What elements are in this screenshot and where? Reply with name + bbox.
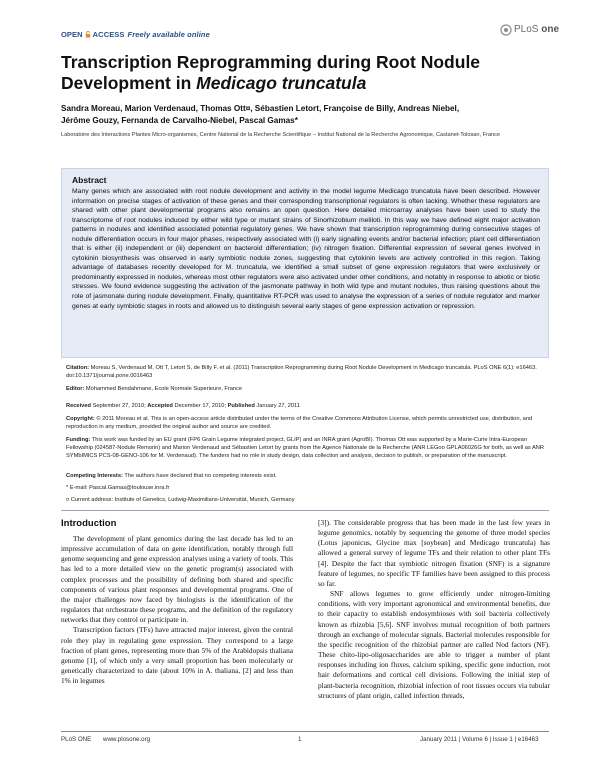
left-column	[61, 534, 293, 686]
open-access-banner	[61, 30, 210, 39]
received-label: Received	[66, 403, 91, 409]
footer-page-number: 1	[298, 736, 302, 743]
article-title	[61, 52, 541, 94]
editor	[66, 385, 550, 393]
right-column	[318, 518, 550, 701]
access-label: ACCESS	[92, 30, 125, 39]
introduction-heading: Introduction	[61, 518, 117, 529]
affiliation: Laboratoire des Interactions Plantes Micro-organismes, Centre National de la Recherche Scientifique – Institut National de la Recherche Agronomique, Castanet-Tolosan, France	[61, 132, 501, 138]
funding-text: This work was funded by an EU grant (FP6 Grain Legume integrated project, GLIP) and an INRA grant (AgroBI). Thomas Ott was supported by a Marie-Curie Intra-European Fellowship (024587-Nodule Remorin) and Marion Verdenaud and Sébastien Letort by grants from the Agence Nationale de la Recherche (ANR LEGoo GPLA06026G for both, as well as ANR SYMbIMICS PCS-08-GENO-106 for M. Verdenaud). The funders had no role in study design, data collection and analysis, decision to publish, or preparation of the manuscript.	[66, 437, 545, 459]
footer-url[interactable]: www.plosone.org	[103, 736, 151, 743]
divider	[61, 510, 549, 511]
funding-label: Funding:	[66, 437, 91, 443]
author-list	[61, 103, 551, 127]
competing-text: The authors have declared that no competing interests exist.	[124, 473, 277, 479]
competing-interests	[66, 472, 550, 480]
title-species: Medicago truncatula	[196, 73, 367, 93]
received-date: September 27, 2010;	[92, 403, 146, 409]
abstract-heading: Abstract	[72, 175, 107, 185]
footer-divider	[61, 731, 549, 732]
freely-available-label: Freely available online	[127, 30, 210, 39]
right-paragraph-2: SNF allows legumes to grow efficiently under nitrogen-limiting conditions, with very important agronomical and environmental benefits, due to their capacity to establish endosymbioses with soil bacteria collectively known as rhizobia [5,6]. SNF involves mutual recognition of both partners through an exchange of molecular signals. Bacterial molecules responsible for the specific recognition of the rhizobial partner are called Nod factors (NF). These chito-lipo-oligosaccharides are able to trigger a number of plant responses including ion fluxes, calcium spiking, specific gene induction, root hair deformations and cortical cell divisions. Following the initial step of plant-bacteria recognition, rhizobial infection of root tissues occurs via tubular structures of plant origin, called infection threads,	[318, 589, 550, 700]
copyright-label: Copyright:	[66, 416, 95, 422]
footer-journal: PLoS ONE	[61, 736, 92, 743]
editor-text: Mohammed Bendahmane, Ecole Normale Superieure, France	[85, 386, 243, 392]
citation	[66, 364, 550, 380]
accepted-date: December 17, 2010;	[174, 403, 227, 409]
current-address: ¤ Current address: Institute of Genetics, Ludwig-Maximilians-Universität, Munich, Germany	[66, 497, 295, 503]
right-paragraph-1: [3]). The considerable progress that has been made in the last few years in legume genomics, notably by sequencing the genome of three model species (Lotus japonicus, Glycine max [soybean] and Medicago truncatula) has allowed a general survey of legume TFs and their relation to other plant TFs [4]. Despite the fact that symbiotic nitrogen fixation (SNF) is a signature feature of legumes, no specific TF families have been assigned to this process so far.	[318, 518, 550, 588]
plos-logo-icon	[500, 24, 512, 36]
left-paragraph-1: The development of plant genomics during the last decade has led to an impressive accumulation of data on gene identification, notably through full genome sequencing and gene expression analyses using a variety of tools. This has led to a more detailed view on the genetic program(s) associated with complex processes and the possibility of defining both shared and specific components of various plant responses and developmental programs. One of the major challenges now faced by biologists is the identification of the regulators that orchestrate these programs, and the definition of the regulatory networks that they control or participate in.	[61, 534, 293, 625]
left-paragraph-2: Transcription factors (TFs) have attracted major interest, given the central role they play in regulating gene expression. They correspond to a large fraction of plant genes, representing more than 5% of the Arabidopsis thaliana genome [1], of which only a very small proportion has been molecularly or genetically characterized to date (about 10% in A. thaliana, [2] and less than 1% in legumes	[61, 625, 293, 686]
abstract-text: Many genes which are associated with root nodule development and activity in the model legume Medicago truncatula have been described. However information on precise stages of activation of these genes and their corresponding transcriptional regulators is often lacking. Whether these regulators are shared with other plant developmental programs also remains an open question. Here detailed microarray analyses have been used to study the transcriptome of root nodules induced by either wild type or mutant strains of Sinorhizobium meliloti. In this way we have defined eight major activation patterns in nodules and identified associated potential regulatory genes. We have shown that transcription reprogramming during consecutive stages of nodule differentiation occurs in four major phases, respectively associated with (i) early signalling events and/or bacterial infection; plant cell differentiation that is either (ii) independent or (iii) dependent on bacteroid differentiation; (iv) nitrogen fixation. Differential expression of several genes involved in cytokinin biosynthesis was observed in early symbiotic nodule zones, suggesting that cytokinin levels are actively controlled in this region. Taking advantage of databases recently developed for M. truncatula, we identified a small subset of gene expression regulators that were exclusively or predominantly expressed in nodules, whereas most other regulators were also activated under other conditions, and notably in response to abiotic or biotic stresses. We found evidence suggesting the activation of the jasmonate pathway in both wild type and mutant nodules, thus raising questions about the role of jasmonate during nodule development. Finally, quantitative RT-PCR was used to analyse the expression of a series of nodule regulator and marker genes at early symbiotic stages in roots and allowed us to distinguish several early stages of gene expression activation or repression.	[72, 188, 540, 310]
accepted-label: Accepted	[147, 403, 173, 409]
published-date: January 27, 2011	[256, 403, 300, 409]
dates	[66, 402, 550, 410]
journal-plos-label: PLoS	[514, 24, 539, 35]
journal-one-label: one	[541, 24, 560, 35]
email[interactable]: * E-mail: Pascal.Gamas@toulouse.inra.fr	[66, 485, 170, 491]
citation-text: Moreau S, Verdenaud M, Ott T, Letort S, de Billy F, et al. (2011) Transcription Reprogramming during Root Nodule Development in Medicago truncatula. PLoS ONE 6(1): e16463. doi:10.1371/journal.pone.0016463	[66, 365, 537, 379]
open-lock-icon	[85, 31, 91, 38]
funding	[66, 436, 550, 460]
title-text: Transcription Reprogramming during Root Nodule Development in	[61, 52, 481, 93]
citation-label: Citation:	[66, 365, 90, 371]
editor-label: Editor:	[66, 386, 85, 392]
open-label: OPEN	[61, 30, 83, 39]
copyright-text: © 2011 Moreau et al. This is an open-access article distributed under the terms of the Creative Commons Attribution License, which permits unrestricted use, distribution, and reproduction in any medium, provided the original author and source are credited.	[66, 416, 533, 430]
copyright	[66, 415, 550, 431]
footer-issue: January 2011 | Volume 6 | Issue 1 | e16463	[420, 736, 539, 743]
authors-line-1: Sandra Moreau, Marion Verdenaud, Thomas Ott¤, Sébastien Letort, Françoise de Billy, Andreas Niebel,	[61, 104, 460, 113]
journal-logo	[500, 24, 562, 42]
authors-line-2: Jérôme Gouzy, Fernanda de Carvalho-Niebel, Pascal Gamas*	[61, 116, 298, 125]
published-label: Published	[227, 403, 255, 409]
competing-label: Competing Interests:	[66, 473, 123, 479]
